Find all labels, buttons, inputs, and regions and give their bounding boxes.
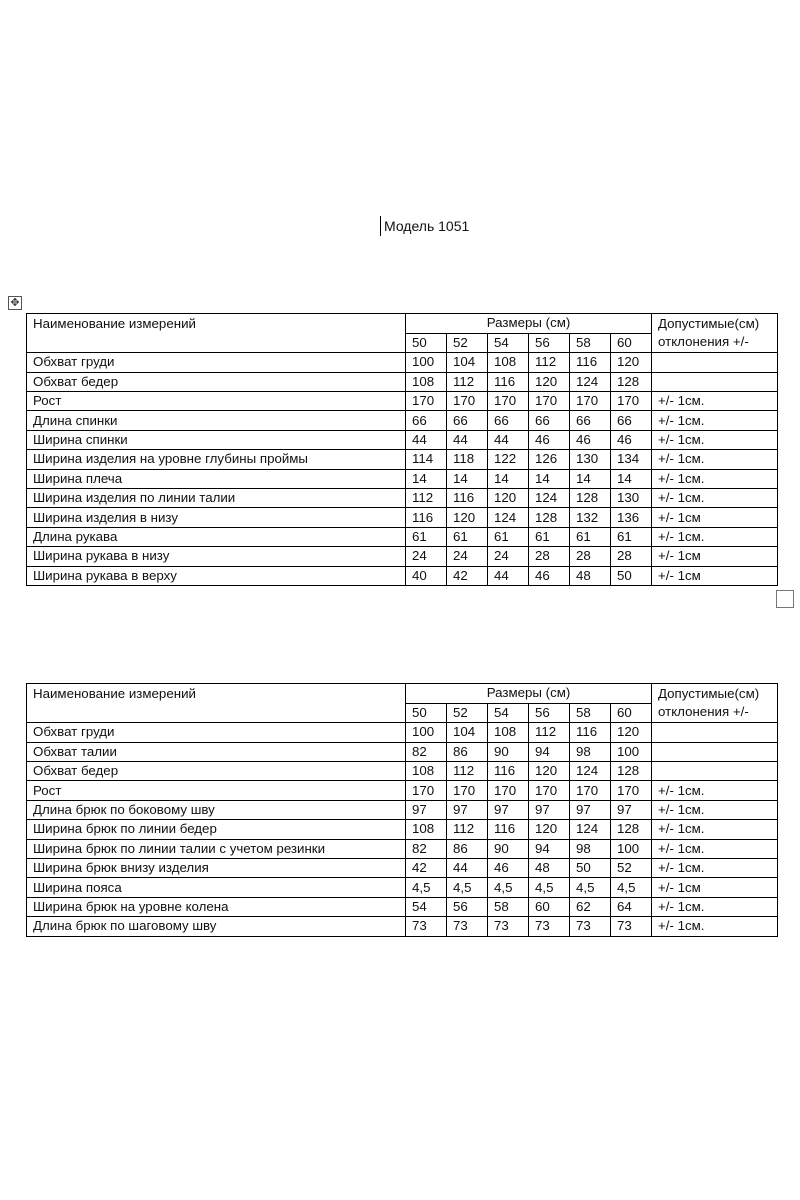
size-value-cell: 90 <box>488 742 529 761</box>
size-header-cell: 54 <box>488 703 529 722</box>
size-value-cell: 120 <box>447 508 488 527</box>
size-value-cell: 100 <box>406 723 447 742</box>
tolerance-cell <box>652 353 778 372</box>
measurement-name-cell: Обхват талии <box>27 742 406 761</box>
tolerance-cell: +/- 1см. <box>652 897 778 916</box>
table-row <box>27 372 778 391</box>
size-value-cell: 66 <box>529 411 570 430</box>
tolerance-cell: +/- 1см. <box>652 839 778 858</box>
size-value-cell: 4,5 <box>570 878 611 897</box>
size-value-cell: 73 <box>611 917 652 936</box>
table-row <box>27 762 778 781</box>
size-value-cell: 73 <box>406 917 447 936</box>
tolerance-cell: +/- 1см. <box>652 489 778 508</box>
size-value-cell: 126 <box>529 450 570 469</box>
measurement-name-cell: Обхват бедер <box>27 762 406 781</box>
table-row <box>27 469 778 488</box>
tolerance-cell: +/- 1см. <box>652 781 778 800</box>
table-row <box>27 820 778 839</box>
tolerance-cell <box>652 372 778 391</box>
size-value-cell: 73 <box>488 917 529 936</box>
size-value-cell: 104 <box>447 353 488 372</box>
measurement-name-cell: Обхват груди <box>27 353 406 372</box>
measurement-name-cell: Длина брюк по боковому шву <box>27 800 406 819</box>
size-value-cell: 73 <box>570 917 611 936</box>
size-value-cell: 82 <box>406 839 447 858</box>
size-value-cell: 128 <box>611 372 652 391</box>
size-value-cell: 98 <box>570 742 611 761</box>
tolerance-cell: +/- 1см <box>652 566 778 585</box>
measurement-name-cell: Обхват бедер <box>27 372 406 391</box>
measurement-name-cell: Рост <box>27 781 406 800</box>
size-value-cell: 48 <box>529 859 570 878</box>
size-value-cell: 97 <box>406 800 447 819</box>
size-value-cell: 62 <box>570 897 611 916</box>
size-value-cell: 73 <box>529 917 570 936</box>
measurement-name-cell: Обхват груди <box>27 723 406 742</box>
size-value-cell: 100 <box>406 353 447 372</box>
size-value-cell: 112 <box>447 372 488 391</box>
measurements-table-bottom <box>26 683 778 937</box>
size-value-cell: 46 <box>488 859 529 878</box>
measurement-name-cell: Ширина пояса <box>27 878 406 897</box>
size-value-cell: 132 <box>570 508 611 527</box>
table-row <box>27 411 778 430</box>
size-value-cell: 170 <box>488 781 529 800</box>
size-header-cell: 52 <box>447 703 488 722</box>
size-value-cell: 14 <box>447 469 488 488</box>
tolerance-cell <box>652 723 778 742</box>
size-value-cell: 124 <box>570 372 611 391</box>
size-value-cell: 14 <box>406 469 447 488</box>
measurements-table-top <box>26 313 778 586</box>
header-measurement-name: Наименование измерений <box>27 684 406 723</box>
size-value-cell: 170 <box>447 781 488 800</box>
table-row <box>27 742 778 761</box>
header-measurement-name: Наименование измерений <box>27 314 406 353</box>
table-row <box>27 508 778 527</box>
table-row <box>27 353 778 372</box>
size-value-cell: 28 <box>570 547 611 566</box>
tolerance-cell: +/- 1см. <box>652 430 778 449</box>
size-value-cell: 116 <box>488 762 529 781</box>
size-value-cell: 4,5 <box>488 878 529 897</box>
size-value-cell: 44 <box>447 859 488 878</box>
size-value-cell: 104 <box>447 723 488 742</box>
size-value-cell: 58 <box>488 897 529 916</box>
size-header-cell: 60 <box>611 333 652 352</box>
measurement-name-cell: Ширина брюк на уровне колена <box>27 897 406 916</box>
measurement-name-cell: Длина спинки <box>27 411 406 430</box>
size-value-cell: 116 <box>570 353 611 372</box>
table-row <box>27 839 778 858</box>
tolerance-cell: +/- 1см. <box>652 859 778 878</box>
size-value-cell: 66 <box>570 411 611 430</box>
size-value-cell: 64 <box>611 897 652 916</box>
size-value-cell: 54 <box>406 897 447 916</box>
table-row <box>27 878 778 897</box>
size-value-cell: 120 <box>529 762 570 781</box>
size-value-cell: 61 <box>611 527 652 546</box>
measurement-name-cell: Ширина плеча <box>27 469 406 488</box>
size-value-cell: 46 <box>570 430 611 449</box>
size-value-cell: 124 <box>570 762 611 781</box>
size-value-cell: 61 <box>406 527 447 546</box>
size-header-cell: 52 <box>447 333 488 352</box>
size-value-cell: 24 <box>488 547 529 566</box>
table-row <box>27 723 778 742</box>
tolerance-cell: +/- 1см. <box>652 527 778 546</box>
size-value-cell: 118 <box>447 450 488 469</box>
size-header-cell: 54 <box>488 333 529 352</box>
measurement-name-cell: Ширина брюк по линии бедер <box>27 820 406 839</box>
size-value-cell: 61 <box>488 527 529 546</box>
size-value-cell: 120 <box>611 353 652 372</box>
measurement-name-cell: Ширина изделия в низу <box>27 508 406 527</box>
size-value-cell: 97 <box>447 800 488 819</box>
size-value-cell: 120 <box>611 723 652 742</box>
measurement-name-cell: Ширина брюк внизу изделия <box>27 859 406 878</box>
table-move-handle-icon[interactable]: ✥ <box>8 296 22 310</box>
tolerance-cell: +/- 1см <box>652 878 778 897</box>
size-value-cell: 120 <box>529 820 570 839</box>
size-value-cell: 86 <box>447 839 488 858</box>
size-value-cell: 124 <box>488 508 529 527</box>
size-value-cell: 108 <box>488 723 529 742</box>
header-tolerance: Допустимые(см) <box>652 684 778 704</box>
size-value-cell: 44 <box>447 430 488 449</box>
measurement-name-cell: Ширина рукава в верху <box>27 566 406 585</box>
header-tolerance: Допустимые(см) <box>652 314 778 334</box>
size-value-cell: 86 <box>447 742 488 761</box>
table-row <box>27 917 778 936</box>
size-value-cell: 116 <box>488 820 529 839</box>
measurement-name-cell: Ширина брюк по линии талии с учетом резинки <box>27 839 406 858</box>
size-value-cell: 128 <box>611 820 652 839</box>
size-value-cell: 14 <box>570 469 611 488</box>
measurement-name-cell: Длина брюк по шаговому шву <box>27 917 406 936</box>
tolerance-cell: +/- 1см. <box>652 392 778 411</box>
size-value-cell: 116 <box>488 372 529 391</box>
tolerance-cell <box>652 742 778 761</box>
size-value-cell: 42 <box>406 859 447 878</box>
size-value-cell: 4,5 <box>611 878 652 897</box>
size-value-cell: 130 <box>611 489 652 508</box>
measurement-name-cell: Ширина изделия по линии талии <box>27 489 406 508</box>
size-value-cell: 98 <box>570 839 611 858</box>
size-value-cell: 4,5 <box>447 878 488 897</box>
size-header-cell: 56 <box>529 703 570 722</box>
size-value-cell: 122 <box>488 450 529 469</box>
size-value-cell: 170 <box>406 392 447 411</box>
size-value-cell: 120 <box>488 489 529 508</box>
size-value-cell: 60 <box>529 897 570 916</box>
size-value-cell: 94 <box>529 839 570 858</box>
size-value-cell: 14 <box>611 469 652 488</box>
size-value-cell: 66 <box>611 411 652 430</box>
size-value-cell: 14 <box>529 469 570 488</box>
size-value-cell: 170 <box>488 392 529 411</box>
size-header-cell: 60 <box>611 703 652 722</box>
size-value-cell: 108 <box>406 820 447 839</box>
size-value-cell: 112 <box>529 723 570 742</box>
size-value-cell: 170 <box>570 781 611 800</box>
size-value-cell: 97 <box>570 800 611 819</box>
header-sizes: Размеры (см) <box>406 684 652 704</box>
size-value-cell: 46 <box>611 430 652 449</box>
size-value-cell: 97 <box>529 800 570 819</box>
size-value-cell: 82 <box>406 742 447 761</box>
header-row <box>27 684 778 704</box>
size-value-cell: 170 <box>611 392 652 411</box>
size-value-cell: 116 <box>447 489 488 508</box>
table-row <box>27 450 778 469</box>
table-row <box>27 547 778 566</box>
table-row <box>27 489 778 508</box>
size-value-cell: 170 <box>406 781 447 800</box>
size-value-cell: 124 <box>529 489 570 508</box>
tolerance-cell: +/- 1см <box>652 547 778 566</box>
table-row <box>27 800 778 819</box>
tolerance-cell: +/- 1см. <box>652 820 778 839</box>
header-row <box>27 314 778 334</box>
size-value-cell: 112 <box>447 820 488 839</box>
table-row <box>27 430 778 449</box>
size-value-cell: 128 <box>570 489 611 508</box>
size-value-cell: 170 <box>447 392 488 411</box>
size-value-cell: 73 <box>447 917 488 936</box>
size-value-cell: 112 <box>447 762 488 781</box>
size-value-cell: 128 <box>529 508 570 527</box>
tolerance-cell: +/- 1см. <box>652 800 778 819</box>
size-value-cell: 108 <box>406 762 447 781</box>
header-sizes: Размеры (см) <box>406 314 652 334</box>
size-value-cell: 46 <box>529 566 570 585</box>
size-header-cell: 58 <box>570 703 611 722</box>
size-value-cell: 170 <box>611 781 652 800</box>
size-value-cell: 61 <box>570 527 611 546</box>
size-value-cell: 90 <box>488 839 529 858</box>
table-row <box>27 566 778 585</box>
size-value-cell: 50 <box>611 566 652 585</box>
tolerance-cell: +/- 1см. <box>652 469 778 488</box>
size-value-cell: 56 <box>447 897 488 916</box>
size-value-cell: 61 <box>447 527 488 546</box>
table-row <box>27 897 778 916</box>
measurement-name-cell: Ширина спинки <box>27 430 406 449</box>
size-value-cell: 136 <box>611 508 652 527</box>
size-value-cell: 128 <box>611 762 652 781</box>
size-header-cell: 50 <box>406 333 447 352</box>
table-body <box>27 684 778 937</box>
measurement-name-cell: Ширина рукава в низу <box>27 547 406 566</box>
size-value-cell: 100 <box>611 839 652 858</box>
size-value-cell: 170 <box>570 392 611 411</box>
size-value-cell: 97 <box>488 800 529 819</box>
size-value-cell: 44 <box>488 430 529 449</box>
table-row <box>27 527 778 546</box>
size-value-cell: 112 <box>406 489 447 508</box>
size-value-cell: 97 <box>611 800 652 819</box>
size-value-cell: 42 <box>447 566 488 585</box>
size-value-cell: 114 <box>406 450 447 469</box>
size-value-cell: 66 <box>406 411 447 430</box>
size-header-cell: 50 <box>406 703 447 722</box>
size-value-cell: 130 <box>570 450 611 469</box>
size-value-cell: 4,5 <box>406 878 447 897</box>
size-value-cell: 24 <box>447 547 488 566</box>
size-value-cell: 50 <box>570 859 611 878</box>
size-value-cell: 44 <box>406 430 447 449</box>
size-value-cell: 116 <box>570 723 611 742</box>
size-value-cell: 108 <box>488 353 529 372</box>
size-value-cell: 46 <box>529 430 570 449</box>
size-value-cell: 94 <box>529 742 570 761</box>
tolerance-cell: +/- 1см. <box>652 917 778 936</box>
size-value-cell: 120 <box>529 372 570 391</box>
size-value-cell: 66 <box>488 411 529 430</box>
header-tolerance: отклонения +/- <box>652 333 778 352</box>
tolerance-cell: +/- 1см <box>652 508 778 527</box>
size-value-cell: 28 <box>611 547 652 566</box>
size-value-cell: 124 <box>570 820 611 839</box>
tolerance-cell: +/- 1см. <box>652 450 778 469</box>
size-value-cell: 134 <box>611 450 652 469</box>
measurement-name-cell: Длина рукава <box>27 527 406 546</box>
size-value-cell: 112 <box>529 353 570 372</box>
measurement-name-cell: Рост <box>27 392 406 411</box>
size-value-cell: 52 <box>611 859 652 878</box>
size-value-cell: 170 <box>529 781 570 800</box>
table-resize-handle[interactable] <box>776 590 794 608</box>
header-tolerance: отклонения +/- <box>652 703 778 722</box>
size-value-cell: 61 <box>529 527 570 546</box>
size-value-cell: 100 <box>611 742 652 761</box>
size-header-cell: 56 <box>529 333 570 352</box>
size-value-cell: 14 <box>488 469 529 488</box>
table-row <box>27 781 778 800</box>
table-row <box>27 392 778 411</box>
size-value-cell: 44 <box>488 566 529 585</box>
size-value-cell: 24 <box>406 547 447 566</box>
table-body <box>27 314 778 586</box>
size-value-cell: 40 <box>406 566 447 585</box>
tolerance-cell <box>652 762 778 781</box>
size-value-cell: 170 <box>529 392 570 411</box>
size-value-cell: 48 <box>570 566 611 585</box>
tolerance-cell: +/- 1см. <box>652 411 778 430</box>
size-value-cell: 4,5 <box>529 878 570 897</box>
size-value-cell: 66 <box>447 411 488 430</box>
size-value-cell: 116 <box>406 508 447 527</box>
table-row <box>27 859 778 878</box>
document-title: Модель 1051 <box>380 216 469 236</box>
size-value-cell: 108 <box>406 372 447 391</box>
size-header-cell: 58 <box>570 333 611 352</box>
measurement-name-cell: Ширина изделия на уровне глубины проймы <box>27 450 406 469</box>
size-value-cell: 28 <box>529 547 570 566</box>
